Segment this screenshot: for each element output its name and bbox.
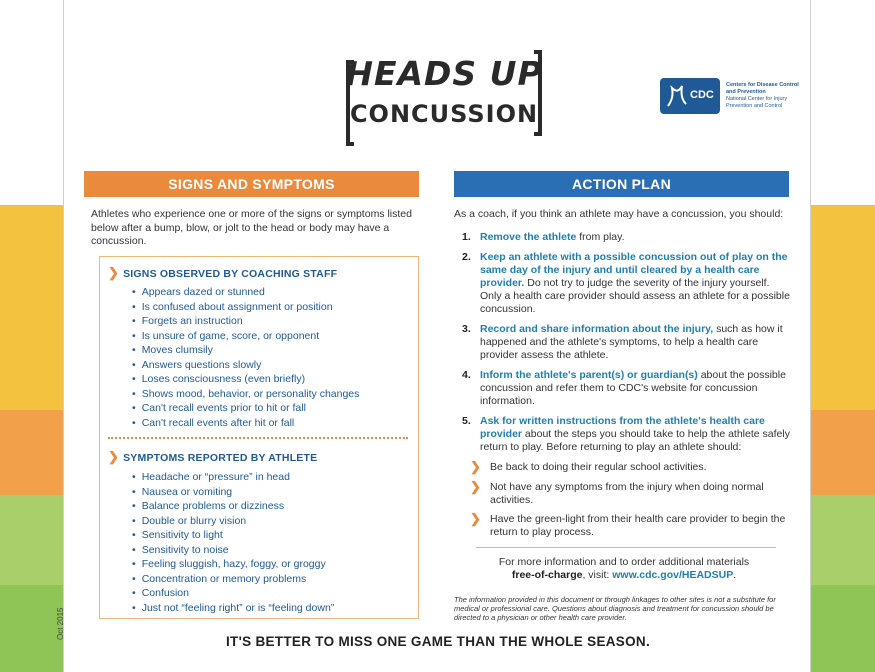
period-text: .: [733, 569, 737, 581]
list-item: • Balance problems or dizziness: [132, 499, 334, 514]
background-stripe-green-right: [810, 495, 875, 585]
dotted-divider: [108, 437, 408, 439]
list-item: • Can't recall events after hit or fall: [132, 416, 359, 431]
cdc-org-text: [726, 82, 804, 110]
step-number: 5.: [462, 415, 471, 427]
action-plan-header: ACTION PLAN: [454, 171, 789, 197]
signs-symptoms-header: SIGNS AND SYMPTOMS: [84, 171, 419, 197]
logo-heads-up-text: HEADS UP: [345, 54, 543, 93]
footer-slogan: IT'S BETTER TO MISS ONE GAME THAN THE WHOLE SEASON.: [225, 634, 651, 649]
reported-title-text: SYMPTOMS REPORTED BY ATHLETE: [123, 452, 318, 464]
list-item: • Moves clumsily: [132, 343, 359, 358]
list-item: • Just not “feeling right” or is “feeling down”: [132, 601, 334, 616]
criterion-text: Have the green-light from their health care provider to begin the return to play process.: [490, 513, 786, 538]
list-item: • Appears dazed or stunned: [132, 285, 359, 300]
list-item: • Loses consciousness (even briefly): [132, 372, 359, 387]
publication-date: Oct 2015: [56, 607, 65, 640]
list-item: • Is confused about assignment or position: [132, 300, 359, 315]
list-item: • Sensitivity to noise: [132, 543, 334, 558]
reported-list: [132, 470, 334, 615]
step-number: 2.: [462, 251, 471, 263]
logo-concussion-text: CONCUSSION: [349, 100, 539, 128]
step-text: Do not try to judge the severity of the injury yourself. Only a health care provider should assess an athlete for a possible concussion.: [480, 277, 790, 315]
observed-title-text: SIGNS OBSERVED BY COACHING STAFF: [123, 268, 338, 280]
step-text: such as how it happened and the athlete's symptoms, to help a health care provider assess the athlete.: [480, 323, 783, 361]
list-item: • Is unsure of game, score, or opponent: [132, 329, 359, 344]
cdc-badge-text: CDC: [690, 89, 714, 101]
cdc-org-name: Centers for Disease Control and Prevention: [726, 82, 799, 95]
step-text: about the steps you should take to help the athlete safely return to play. Before returning to play an athlete should:: [480, 428, 790, 453]
more-info-line1: For more information and to order additional materials: [498, 556, 750, 568]
visit-text: , visit:: [582, 569, 613, 581]
list-item: • Headache or “pressure” in head: [132, 470, 334, 485]
list-item: • Can't recall events prior to hit or fall: [132, 401, 359, 416]
list-item: • Nausea or vomiting: [132, 485, 334, 500]
step-number: 1.: [462, 231, 471, 243]
chevron-right-icon: ❯: [108, 449, 120, 464]
list-item: • Forgets an instruction: [132, 314, 359, 329]
more-info: [454, 556, 794, 582]
step-number: 3.: [462, 323, 471, 335]
criterion-text: Be back to doing their regular school activities.: [490, 461, 707, 473]
chevron-right-icon: ❯: [470, 479, 481, 494]
signs-box: [99, 256, 419, 619]
hhs-eagle-icon: [662, 78, 690, 114]
list-item: • Double or blurry vision: [132, 514, 334, 529]
observed-section-title: [108, 265, 337, 281]
free-of-charge-text: free-of-charge: [511, 569, 583, 581]
action-intro-text: As a coach, if you think an athlete may have a concussion, you should:: [454, 208, 784, 220]
chevron-right-icon: ❯: [108, 265, 120, 280]
heads-up-logo: [344, 48, 544, 152]
step-highlight: Remove the athlete: [480, 231, 577, 243]
cdc-center-name: National Center for Injury Prevention and Control: [726, 96, 788, 109]
step-text: from play.: [576, 231, 625, 243]
reported-section-title: [108, 449, 317, 465]
list-item: • Confusion: [132, 586, 334, 601]
step-highlight: Inform the athlete's parent(s) or guardian(s): [480, 369, 698, 381]
disclaimer-text: The information provided in this document or through linkages to other sites is not a substitute for medical or professional care. Questions about diagnosis and treatment for concussion should be directed to a physician or other health care provider.: [454, 595, 776, 622]
step-text: about the possible concussion and refer them to CDC's website for concussion information.: [480, 369, 786, 407]
list-item: • Answers questions slowly: [132, 358, 359, 373]
step-highlight: Record and share information about the injury,: [480, 323, 714, 335]
step-number: 4.: [462, 369, 471, 381]
step-highlight: Keep an athlete with a possible concussion out of play on the same day of the injury and until cleared by a health care provider.: [480, 251, 788, 289]
list-item: • Sensitivity to light: [132, 528, 334, 543]
signs-intro-text: Athletes who experience one or more of the signs or symptoms listed below after a bump, blow, or jolt to the head or body may have a concussion.: [91, 208, 412, 247]
list-item: • Concentration or memory problems: [132, 572, 334, 587]
cdc-logo: [660, 78, 720, 114]
chevron-right-icon: ❯: [470, 459, 481, 474]
headsup-link[interactable]: www.cdc.gov/HEADSUP: [612, 569, 734, 581]
chevron-right-icon: ❯: [470, 511, 481, 526]
list-item: • Shows mood, behavior, or personality changes: [132, 387, 359, 402]
observed-list: [132, 285, 359, 430]
criterion-text: Not have any symptoms from the injury when doing normal activities.: [490, 481, 764, 506]
info-divider: [476, 547, 776, 548]
background-stripe-green-left: [0, 495, 65, 585]
list-item: • Feeling sluggish, hazy, foggy, or groggy: [132, 557, 334, 572]
fact-sheet: [56, 0, 811, 672]
step-highlight: Ask for written instructions from the athlete's health care provider: [480, 415, 765, 440]
